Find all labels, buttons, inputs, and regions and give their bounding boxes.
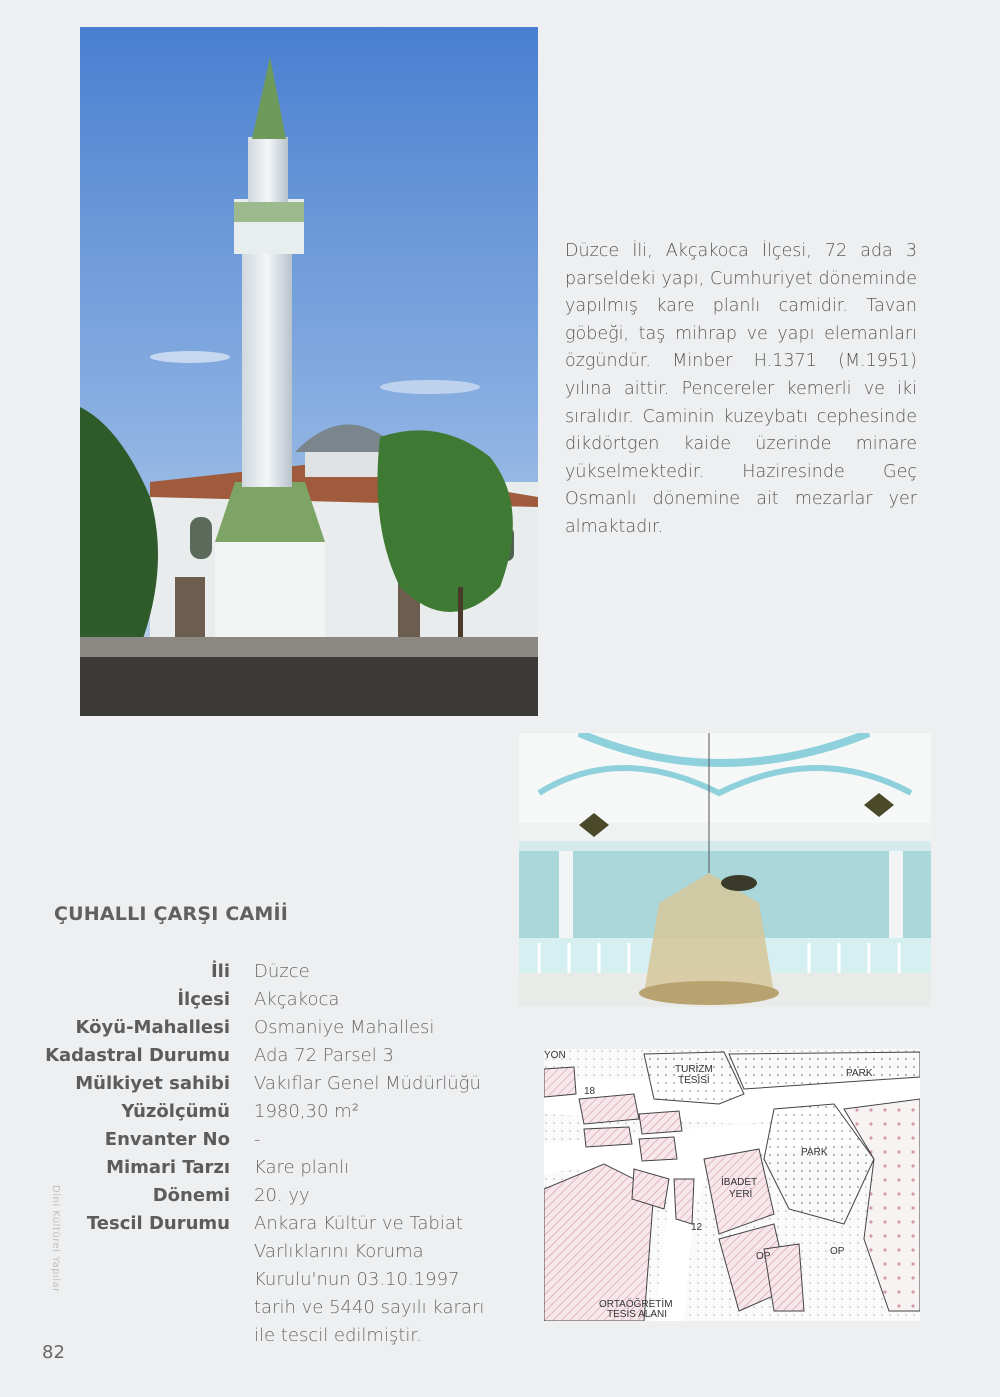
map-label-ortaogretim: ORTAÖĞRETİM (599, 1299, 673, 1310)
map-label-tesis-alani: TESİS ALANI (607, 1309, 668, 1320)
info-label: Envanter No (104, 1129, 230, 1150)
info-row-ilcesi (40, 986, 510, 1014)
map-label-ibadet: İBADET (721, 1177, 758, 1188)
info-row-ili (40, 958, 510, 986)
info-label: Köyü-Mahallesi (75, 1017, 230, 1038)
info-row-mahalle (40, 1014, 510, 1042)
info-label: İlçesi (177, 989, 230, 1010)
info-label: Mimari Tarzı (106, 1157, 230, 1178)
info-table (40, 958, 510, 1350)
map-label-park-2: PARK (801, 1147, 828, 1158)
info-value: Osmaniye Mahallesi (254, 1017, 435, 1038)
info-label: Dönemi (152, 1185, 230, 1206)
info-row-donemi (40, 1182, 510, 1210)
info-row-yuzolcumu (40, 1098, 510, 1126)
map-label-18: 18 (584, 1086, 596, 1097)
map-label-park-1: PARK (846, 1068, 873, 1079)
side-caption: Dini Kültürel Yapılar (50, 1185, 61, 1293)
map-label-yeri: YERİ (729, 1189, 753, 1200)
info-label: Yüzölçümü (121, 1101, 230, 1122)
map-label-yon: YON (544, 1050, 566, 1061)
map-label-12: 12 (691, 1222, 703, 1233)
page-number: 82 (42, 1342, 65, 1363)
map-label-op-1: OP (756, 1251, 771, 1262)
site-plan-map (544, 1049, 920, 1321)
info-value: Vakıflar Genel Müdürlüğü (254, 1073, 481, 1094)
info-row-tescil (40, 1210, 510, 1350)
info-row-mimari (40, 1154, 510, 1182)
map-label-tesisi: TESİSİ (678, 1075, 710, 1086)
info-value: Akçakoca (254, 989, 340, 1010)
info-label: İli (210, 961, 230, 982)
info-value: Kare planlı (254, 1157, 350, 1178)
info-value: Ada 72 Parsel 3 (254, 1045, 394, 1066)
info-label: Kadastral Durumu (45, 1045, 230, 1066)
info-row-kadastral (40, 1042, 510, 1070)
page-title: ÇUHALLI ÇARŞI CAMİİ (54, 903, 289, 925)
info-label: Mülkiyet sahibi (75, 1073, 230, 1094)
mosque-interior-photo (519, 733, 931, 1007)
info-value: 20. yy (254, 1185, 310, 1206)
mosque-exterior-photo (80, 27, 538, 716)
mosque-description: Düzce İli, Akçakoca İlçesi, 72 ada 3 parseldeki yapı, Cumhuriyet döneminde yapılmış kare planlı camidir. Tavan göbeği, taş mihrap ve yapı elemanları özgündür. Minber H.1371 (M.1951) yılına aittir. Pencereler kemerli ve iki sıralıdır. Caminin kuzeybatı cephesinde dikdörtgen kaide üzerinde minare yükselmektedir. Haziresinde Geç Osmanlı dönemine ait mezarlar yer almaktadır. (565, 241, 917, 537)
info-row-envanter (40, 1126, 510, 1154)
map-label-op-2: OP (830, 1246, 845, 1257)
info-value: Ankara Kültür ve Tabiat Varlıklarını Koruma Kurulu'nun 03.10.1997 tarih ve 5440 sayılı kararı ile tescil edilmiştir. (254, 1213, 485, 1346)
info-label: Tescil Durumu (86, 1213, 230, 1234)
info-value: 1980,30 m² (254, 1101, 359, 1122)
info-row-mulkiyet (40, 1070, 510, 1098)
map-label-turizm: TURİZM (675, 1064, 713, 1075)
info-value: - (254, 1129, 261, 1150)
info-value: Düzce (254, 961, 310, 982)
